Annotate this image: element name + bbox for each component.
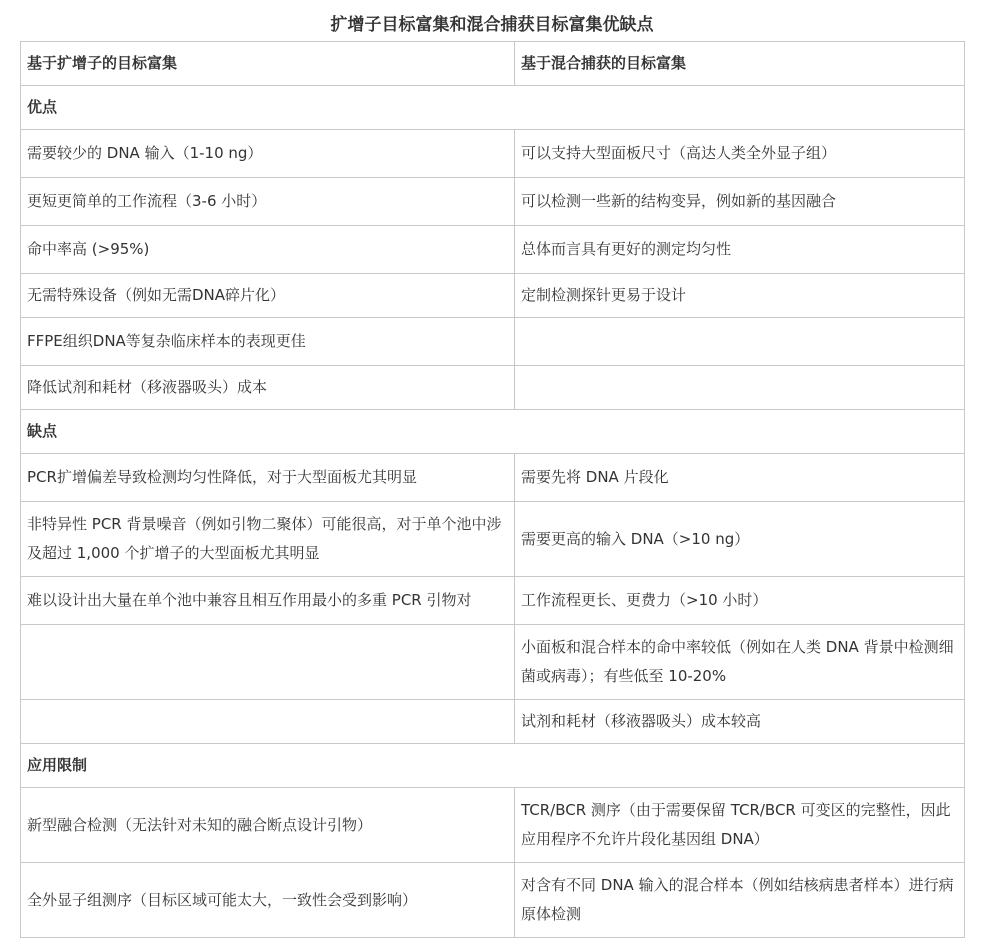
table-cell: 全外显子组测序（目标区域可能太大，一致性会受到影响） (21, 863, 515, 938)
table-row (21, 130, 965, 178)
table-row (21, 318, 965, 366)
table-cell: 非特异性 PCR 背景噪音（例如引物二聚体）可能很高，对于单个池中涉及超过 1,000 个扩增子的大型面板尤其明显 (21, 502, 515, 577)
section-label-limitations: 应用限制 (21, 744, 965, 788)
table-cell: 降低试剂和耗材（移液器吸头）成本 (21, 366, 515, 410)
table-cell: 无需特殊设备（例如无需DNA碎片化） (21, 274, 515, 318)
table-cell (515, 318, 965, 366)
table-cell: 对含有不同 DNA 输入的混合样本（例如结核病患者样本）进行病原体检测 (515, 863, 965, 938)
table-cell: 可以支持大型面板尺寸（高达人类全外显子组） (515, 130, 965, 178)
table-row (21, 178, 965, 226)
table-cell: 总体而言具有更好的测定均匀性 (515, 226, 965, 274)
table-cell: TCR/BCR 测序（由于需要保留 TCR/BCR 可变区的完整性，因此应用程序不允许片段化基因组 DNA） (515, 788, 965, 863)
table-row (21, 274, 965, 318)
section-label-advantages: 优点 (21, 86, 965, 130)
table-cell: 难以设计出大量在单个池中兼容且相互作用最小的多重 PCR 引物对 (21, 577, 515, 625)
table-row (21, 454, 965, 502)
table-cell: 新型融合检测（无法针对未知的融合断点设计引物） (21, 788, 515, 863)
table-cell: 试剂和耗材（移液器吸头）成本较高 (515, 700, 965, 744)
table-cell: 工作流程更长、更费力（>10 小时） (515, 577, 965, 625)
table-cell: 小面板和混合样本的命中率较低（例如在人类 DNA 背景中检测细菌或病毒）；有些低至 10-20% (515, 625, 965, 700)
section-row-limitations (21, 744, 965, 788)
table-row (21, 502, 965, 577)
table-cell: 需要更高的输入 DNA（>10 ng） (515, 502, 965, 577)
table-cell: 更短更简单的工作流程（3-6 小时） (21, 178, 515, 226)
table-row (21, 577, 965, 625)
section-label-disadvantages: 缺点 (21, 410, 965, 454)
header-hybrid-capture: 基于混合捕获的目标富集 (515, 42, 965, 86)
table-cell: 命中率高 (>95%) (21, 226, 515, 274)
table-cell: 可以检测一些新的结构变异，例如新的基因融合 (515, 178, 965, 226)
table-row (21, 226, 965, 274)
table-row (21, 863, 965, 938)
table-cell (21, 625, 515, 700)
table-cell (515, 366, 965, 410)
table-cell: PCR扩增偏差导致检测均匀性降低，对于大型面板尤其明显 (21, 454, 515, 502)
page-title: 扩增子目标富集和混合捕获目标富集优缺点 (330, 15, 654, 35)
section-row-advantages (21, 86, 965, 130)
header-amplicon: 基于扩增子的目标富集 (21, 42, 515, 86)
table-cell: 需要较少的 DNA 输入（1-10 ng） (21, 130, 515, 178)
table-header-row (21, 42, 965, 86)
table-row (21, 700, 965, 744)
section-row-disadvantages (21, 410, 965, 454)
table-row (21, 788, 965, 863)
table-cell (21, 700, 515, 744)
table-row (21, 625, 965, 700)
table-cell: 需要先将 DNA 片段化 (515, 454, 965, 502)
comparison-table (20, 41, 965, 938)
table-cell: 定制检测探针更易于设计 (515, 274, 965, 318)
table-cell: FFPE组织DNA等复杂临床样本的表现更佳 (21, 318, 515, 366)
table-row (21, 366, 965, 410)
